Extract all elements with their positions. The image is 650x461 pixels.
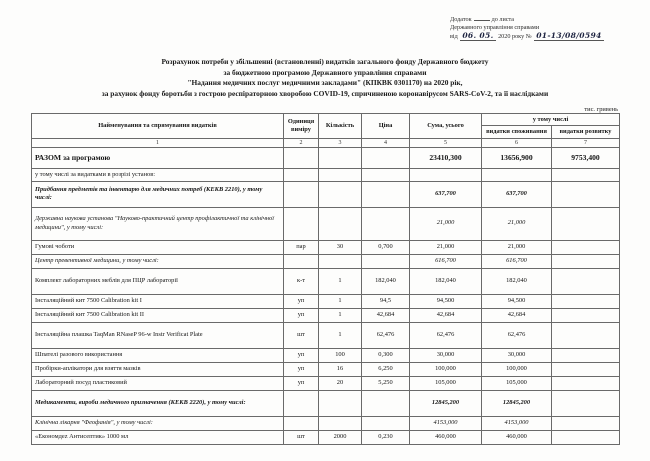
cell-development	[552, 348, 620, 362]
cell-development	[552, 416, 620, 430]
cell-name: Гумові чоботи	[32, 240, 284, 254]
cell-quantity: 16	[319, 362, 362, 376]
handwritten-document-number: 01-13/08/0594	[536, 31, 602, 41]
cell-sum-total: 21,000	[410, 207, 482, 240]
colnum-7: 7	[552, 138, 620, 147]
cell-unit: шт	[284, 430, 319, 444]
vid-label: від	[450, 33, 458, 41]
title-line-3: "Надання медичних послуг медичними закладами" (КПКВК 0301170) на 2020 рік,	[187, 78, 463, 88]
cell-consumption	[482, 169, 552, 181]
cell-unit	[284, 148, 319, 169]
expenditure-table	[31, 113, 620, 445]
cell-name: Шпателі разового використання	[32, 348, 284, 362]
cell-development	[552, 390, 620, 416]
doc-ref-line-2: Державного управління справами	[450, 24, 540, 32]
colnum-3: 3	[319, 138, 362, 147]
cell-development	[552, 254, 620, 268]
cell-consumption: 105,000	[482, 376, 552, 390]
cell-name: Клінічна лікарня "Феофанія", у тому числі:	[32, 416, 284, 430]
cell-consumption: 62,476	[482, 322, 552, 348]
table-row	[32, 322, 620, 348]
table-row	[32, 294, 620, 308]
cell-sum-total: 62,476	[410, 322, 482, 348]
cell-name: РАЗОМ за програмою	[32, 148, 284, 169]
table-row	[32, 169, 620, 181]
cell-sum-total	[410, 169, 482, 181]
cell-name: Інсталяційний кит 7500 Calibration kit I	[32, 294, 284, 308]
cell-sum-total: 23410,300	[410, 148, 482, 169]
table-row	[32, 376, 620, 390]
cell-sum-total: 637,700	[410, 181, 482, 207]
header-included-group: у тому числі	[482, 114, 620, 126]
cell-sum-total: 182,040	[410, 268, 482, 294]
colnum-6: 6	[482, 138, 552, 147]
cell-sum-total: 94,500	[410, 294, 482, 308]
cell-development	[552, 322, 620, 348]
cell-quantity	[319, 416, 362, 430]
cell-quantity	[319, 169, 362, 181]
table-row	[32, 390, 620, 416]
cell-price	[362, 254, 410, 268]
cell-price: 6,250	[362, 362, 410, 376]
cell-development	[552, 268, 620, 294]
doc-ref-line-1	[450, 16, 605, 24]
units-label: тис. гривень	[584, 106, 618, 113]
table-row	[32, 348, 620, 362]
cell-development	[552, 169, 620, 181]
cell-development	[552, 376, 620, 390]
cell-consumption: 616,700	[482, 254, 552, 268]
dodatok-label: Додаток	[450, 16, 472, 23]
dodatok-blank	[474, 20, 490, 21]
cell-unit	[284, 416, 319, 430]
cell-quantity: 2000	[319, 430, 362, 444]
colnum-1: 1	[32, 138, 284, 147]
column-number-row	[32, 138, 620, 147]
cell-unit	[284, 390, 319, 416]
cell-name: Медикаменти, вироби медичного призначення (КЕКВ 2220), у тому числі:	[32, 390, 284, 416]
cell-price	[362, 181, 410, 207]
cell-consumption: 30,000	[482, 348, 552, 362]
cell-price: 5,250	[362, 376, 410, 390]
cell-unit: к-т	[284, 268, 319, 294]
cell-development	[552, 294, 620, 308]
cell-price: 0,700	[362, 240, 410, 254]
cell-quantity: 20	[319, 376, 362, 390]
header-row-main	[32, 114, 620, 126]
cell-consumption: 21,000	[482, 207, 552, 240]
cell-unit: уп	[284, 376, 319, 390]
table-row	[32, 181, 620, 207]
cell-price: 0,230	[362, 430, 410, 444]
cell-consumption: 182,040	[482, 268, 552, 294]
cell-quantity: 1	[319, 322, 362, 348]
table-row	[32, 207, 620, 240]
cell-unit: пар	[284, 240, 319, 254]
cell-consumption: 460,000	[482, 430, 552, 444]
table-body	[32, 148, 620, 444]
cell-name: Центр превентивної медицини, у тому числі:	[32, 254, 284, 268]
cell-name: Інсталяційний кит 7500 Calibration kit II	[32, 308, 284, 322]
cell-quantity	[319, 207, 362, 240]
cell-quantity: 1	[319, 308, 362, 322]
cell-quantity	[319, 148, 362, 169]
cell-name: «Економдez Антисептик» 1000 мл	[32, 430, 284, 444]
table-header	[32, 114, 620, 148]
cell-quantity: 1	[319, 268, 362, 294]
cell-price: 94,5	[362, 294, 410, 308]
cell-development: 9753,400	[552, 148, 620, 169]
cell-development	[552, 430, 620, 444]
cell-unit: шт	[284, 322, 319, 348]
header-consumption: видатки споживання	[482, 126, 552, 138]
do-lysta-label: до листа	[491, 16, 515, 23]
cell-unit	[284, 169, 319, 181]
colnum-4: 4	[362, 138, 410, 147]
cell-unit: уп	[284, 308, 319, 322]
cell-development	[552, 362, 620, 376]
cell-price	[362, 207, 410, 240]
cell-consumption: 100,000	[482, 362, 552, 376]
cell-quantity	[319, 181, 362, 207]
cell-consumption: 42,684	[482, 308, 552, 322]
header-unit: Одиниця виміру	[284, 114, 319, 139]
cell-price	[362, 169, 410, 181]
cell-quantity	[319, 390, 362, 416]
cell-sum-total: 616,700	[410, 254, 482, 268]
cell-name: Пробірки-аплікатори для взяття мазків	[32, 362, 284, 376]
header-name: Найменування та спрямування видатків	[32, 114, 284, 139]
cell-unit: уп	[284, 348, 319, 362]
cell-quantity: 100	[319, 348, 362, 362]
colnum-2: 2	[284, 138, 319, 147]
cell-name: Комплект лабораторних меблів для ПЦР лабораторії	[32, 268, 284, 294]
cell-price: 62,476	[362, 322, 410, 348]
cell-price	[362, 390, 410, 416]
cell-name: Придбання предметів та інвентарю для медичних потреб (КЕКВ 2210), у тому числі:	[32, 181, 284, 207]
table-row	[32, 430, 620, 444]
header-sum-total: Сума, усього	[410, 114, 482, 139]
cell-quantity: 1	[319, 294, 362, 308]
cell-sum-total: 42,684	[410, 308, 482, 322]
table-row	[32, 308, 620, 322]
cell-development	[552, 181, 620, 207]
cell-price: 182,040	[362, 268, 410, 294]
cell-sum-total: 460,000	[410, 430, 482, 444]
document-title	[55, 57, 595, 99]
cell-price: 42,684	[362, 308, 410, 322]
header-price: Ціна	[362, 114, 410, 139]
cell-sum-total: 21,000	[410, 240, 482, 254]
cell-unit	[284, 207, 319, 240]
cell-consumption: 4153,000	[482, 416, 552, 430]
handwritten-date: 06. 05.	[462, 31, 494, 41]
cell-sum-total: 30,000	[410, 348, 482, 362]
table-row	[32, 240, 620, 254]
cell-price: 0,300	[362, 348, 410, 362]
doc-ref-line-3	[450, 32, 605, 41]
cell-price	[362, 416, 410, 430]
table-row	[32, 362, 620, 376]
rik-label: 2020 року №	[498, 33, 532, 41]
cell-quantity: 30	[319, 240, 362, 254]
cell-name: у тому числі за видатками в розрізі установ:	[32, 169, 284, 181]
cell-name: Інсталяційна плашка TaqMan RNaseP 96-w Instr Verificat Plate	[32, 322, 284, 348]
title-line-2: за бюджетною програмою Державного управління справами	[223, 67, 427, 77]
cell-development	[552, 240, 620, 254]
cell-price	[362, 148, 410, 169]
table-row	[32, 268, 620, 294]
cell-name: Лабораторний посуд пластиковий	[32, 376, 284, 390]
colnum-5: 5	[410, 138, 482, 147]
cell-consumption: 13656,900	[482, 148, 552, 169]
title-line-1: Розрахунок потреби у збільшенні (встановленні) видатків загального фонду Державного бюджету	[161, 57, 489, 66]
title-line-4: за рахунок фонду боротьби з гострою респіраторною хворобою COVID-19, спричиненою коронавірусом SARS-CoV-2, та її наслідками	[101, 88, 549, 98]
cell-consumption: 21,000	[482, 240, 552, 254]
cell-sum-total: 4153,000	[410, 416, 482, 430]
cell-sum-total: 100,000	[410, 362, 482, 376]
cell-name: Державна наукова установа "Науково-практичний центр профілактичної та клінічної медицини", у тому числі:	[32, 207, 284, 240]
cell-unit: уп	[284, 362, 319, 376]
table-row	[32, 254, 620, 268]
cell-unit: уп	[284, 294, 319, 308]
cell-sum-total: 105,000	[410, 376, 482, 390]
cell-consumption: 94,500	[482, 294, 552, 308]
header-development: видатки розвитку	[552, 126, 620, 138]
header-quantity: Кількість	[319, 114, 362, 139]
cell-sum-total: 12845,200	[410, 390, 482, 416]
cell-development	[552, 207, 620, 240]
cell-development	[552, 308, 620, 322]
table-row	[32, 416, 620, 430]
cell-consumption: 637,700	[482, 181, 552, 207]
cell-unit	[284, 181, 319, 207]
table-row	[32, 148, 620, 169]
cell-quantity	[319, 254, 362, 268]
cell-consumption: 12845,200	[482, 390, 552, 416]
document-reference-block	[450, 16, 605, 42]
cell-unit	[284, 254, 319, 268]
